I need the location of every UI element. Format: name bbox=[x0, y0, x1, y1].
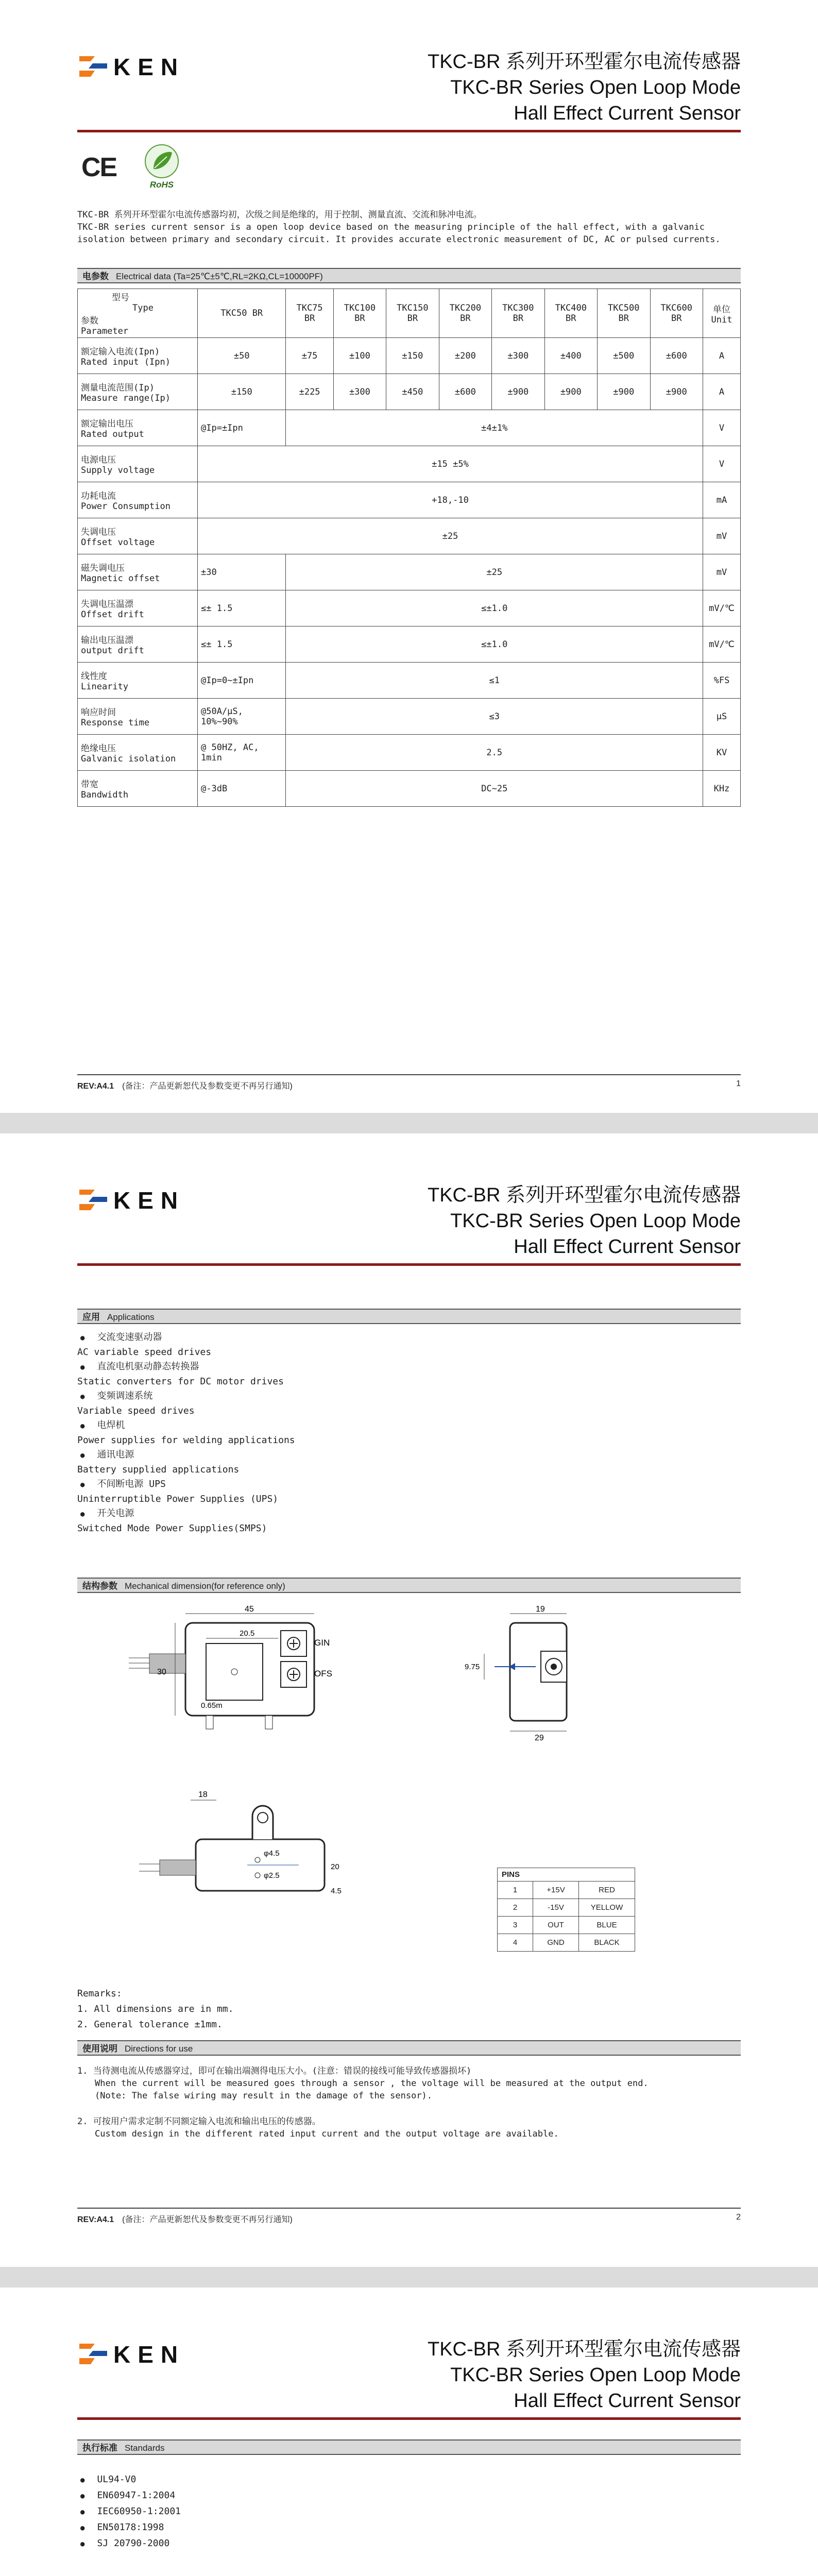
header-en-title-2: Hall Effect Current Sensor bbox=[514, 2390, 741, 2412]
value-cell: ±150 bbox=[198, 374, 286, 410]
pin-number: 3 bbox=[498, 1917, 533, 1934]
parameter-cn: 输出电压温漂 bbox=[81, 635, 133, 646]
dim-19: 19 bbox=[536, 1605, 545, 1614]
section-title-cn: 使用说明 bbox=[82, 2044, 117, 2054]
application-cn: ● 不间断电源 UPS bbox=[77, 1477, 295, 1492]
value-cell: ≤±1.0 bbox=[286, 590, 703, 626]
parameter-cell bbox=[78, 554, 198, 590]
pin-row bbox=[498, 1934, 635, 1952]
page-3 bbox=[0, 2287, 818, 2576]
page-1 bbox=[0, 0, 818, 1113]
unit-cell: V bbox=[703, 410, 741, 446]
header-cn-title: TKC-BR 系列开环型霍尔电流传感器 bbox=[427, 1184, 741, 1206]
application-cn: ● 开关电源 bbox=[77, 1506, 295, 1521]
section-title-cn: 执行标准 bbox=[82, 2443, 117, 2453]
page-number: 1 bbox=[736, 1079, 741, 1088]
table-row bbox=[78, 626, 741, 663]
table-row bbox=[78, 410, 741, 446]
gin-label: GIN bbox=[314, 1638, 330, 1648]
parameter-en: Offset voltage bbox=[81, 537, 155, 548]
value-cell: ±25 bbox=[286, 554, 703, 590]
dim-29: 29 bbox=[535, 1734, 544, 1742]
standards-list bbox=[77, 2472, 181, 2552]
remark-1: 1. All dimensions are in mm. bbox=[77, 2004, 234, 2014]
unit-cell: mV bbox=[703, 518, 741, 554]
section-title-en: Standards bbox=[125, 2443, 165, 2453]
parameter-cell bbox=[78, 338, 198, 374]
type-parameter-cell bbox=[78, 289, 198, 338]
dim-4-5: 4.5 bbox=[331, 1887, 342, 1895]
parameter-cn: 失调电压 bbox=[81, 527, 116, 537]
parameter-en: Power Consumption bbox=[81, 501, 171, 512]
value-cell: ±500 bbox=[598, 338, 650, 374]
side-view-drawing bbox=[464, 1602, 649, 1757]
application-en: Static converters for DC motor drives bbox=[77, 1376, 284, 1387]
direction-1-cn: 1. 当待测电流从传感器穿过，即可在输出端测得电压大小。(注意：错误的接线可能导致传感器损坏) bbox=[77, 2066, 472, 2076]
header-rule bbox=[77, 2417, 741, 2420]
table-row bbox=[78, 554, 741, 590]
model-header: TKC400 BR bbox=[544, 289, 597, 338]
dim-phi-2-5: φ2.5 bbox=[264, 1871, 280, 1880]
ofs-label: OFS bbox=[314, 1669, 332, 1679]
page-gap bbox=[0, 1113, 818, 1133]
pin-color: YELLOW bbox=[579, 1899, 635, 1917]
dim-0-65m: 0.65m bbox=[201, 1701, 223, 1710]
section-title-cn: 应用 bbox=[82, 1312, 100, 1322]
value-cell: ≤3 bbox=[286, 699, 703, 735]
value-cell: ±200 bbox=[439, 338, 491, 374]
type-label-cn: 型号 bbox=[112, 293, 129, 303]
value-cell: ±300 bbox=[492, 338, 544, 374]
parameter-en: Bandwidth bbox=[81, 790, 129, 800]
parameter-en: Supply voltage bbox=[81, 465, 155, 476]
parameter-en: Magnetic offset bbox=[81, 573, 160, 584]
logo-text: KEN bbox=[113, 2341, 185, 2368]
pin-number: 1 bbox=[498, 1882, 533, 1899]
pin-signal: GND bbox=[533, 1934, 579, 1952]
pin-color: BLUE bbox=[579, 1917, 635, 1934]
logo-mark-icon bbox=[77, 1188, 109, 1213]
applications-heading bbox=[77, 1309, 741, 1324]
logo-text: KEN bbox=[113, 54, 185, 80]
page-header bbox=[428, 49, 741, 126]
value-cell: ±50 bbox=[198, 338, 286, 374]
value-cell: ±900 bbox=[544, 374, 597, 410]
section-title-en: Applications bbox=[107, 1312, 155, 1322]
model-header: TKC50 BR bbox=[198, 289, 286, 338]
value-cell: ±600 bbox=[439, 374, 491, 410]
electrical-data-heading bbox=[77, 268, 741, 283]
unit-cell: mA bbox=[703, 482, 741, 518]
parameter-cell bbox=[78, 663, 198, 699]
application-en: Battery supplied applications bbox=[77, 1464, 240, 1475]
ce-mark: CE bbox=[81, 152, 117, 182]
application-cn: ● 直流电机驱动静态转换器 bbox=[77, 1360, 295, 1375]
parameter-cn: 电源电压 bbox=[81, 455, 116, 465]
value-cell: ±450 bbox=[386, 374, 439, 410]
header-en-title-2: Hall Effect Current Sensor bbox=[514, 1236, 741, 1258]
unit-cell: KV bbox=[703, 735, 741, 771]
pin-number: 2 bbox=[498, 1899, 533, 1917]
direction-1-en: When the current will be measured goes through a sensor , the voltage will be measured at the output end. bbox=[95, 2078, 649, 2089]
footer bbox=[77, 2213, 741, 2225]
application-cn: ● 交流变速驱动器 bbox=[77, 1330, 295, 1345]
section-title-cn: 结构参数 bbox=[82, 1581, 117, 1591]
parameter-en: Measure range(Ip) bbox=[81, 393, 171, 403]
standard-item: ● SJ 20790-2000 bbox=[77, 2536, 181, 2552]
footer-rule bbox=[77, 1074, 741, 1075]
value-cell: ±150 bbox=[386, 338, 439, 374]
value-cell: ±4±1% bbox=[286, 410, 703, 446]
value-cell: ±400 bbox=[544, 338, 597, 374]
unit-cell: %FS bbox=[703, 663, 741, 699]
table-row bbox=[78, 482, 741, 518]
parameter-cell bbox=[78, 590, 198, 626]
value-cell: ±225 bbox=[286, 374, 333, 410]
value-cell: ±15 ±5% bbox=[198, 446, 703, 482]
model-header: TKC200 BR bbox=[439, 289, 491, 338]
page-header bbox=[428, 2336, 741, 2414]
value-cell: ±300 bbox=[333, 374, 386, 410]
direction-2-en: Custom design in the different rated input current and the output voltage are available. bbox=[95, 2129, 559, 2139]
parameter-cell bbox=[78, 374, 198, 410]
parameter-cn: 额定输入电流(Ipn) bbox=[81, 347, 160, 357]
dim-20: 20 bbox=[331, 1862, 339, 1871]
dim-phi-4-5: φ4.5 bbox=[264, 1849, 280, 1858]
model-header: TKC500 BR bbox=[598, 289, 650, 338]
model-header: TKC150 BR bbox=[386, 289, 439, 338]
application-cn: ● 电焊机 bbox=[77, 1418, 295, 1433]
pin-signal: +15V bbox=[533, 1882, 579, 1899]
parameter-cn: 线性度 bbox=[81, 671, 107, 682]
table-row bbox=[78, 446, 741, 482]
parameter-cell bbox=[78, 735, 198, 771]
parameter-cell bbox=[78, 482, 198, 518]
standard-item: ● UL94-V0 bbox=[77, 2472, 181, 2488]
parameter-cn: 失调电压温漂 bbox=[81, 599, 133, 609]
param-label-en: Parameter bbox=[81, 326, 129, 336]
parameter-en: Response time bbox=[81, 718, 150, 728]
directions-heading bbox=[77, 2040, 741, 2056]
parameter-cell bbox=[78, 446, 198, 482]
parameter-cn: 绝缘电压 bbox=[81, 743, 116, 754]
condition-cell: ≤± 1.5 bbox=[198, 626, 286, 663]
value-cell: ≤±1.0 bbox=[286, 626, 703, 663]
model-header: TKC300 BR bbox=[492, 289, 544, 338]
footer-note: (备注：产品更新恕代及参数变更不再另行通知) bbox=[122, 1082, 293, 1091]
pin-row bbox=[498, 1917, 635, 1934]
model-header: TKC100 BR bbox=[333, 289, 386, 338]
company-logo bbox=[77, 1188, 185, 1213]
directions bbox=[77, 2065, 741, 2140]
value-cell: ±900 bbox=[650, 374, 703, 410]
application-en: Uninterruptible Power Supplies (UPS) bbox=[77, 1494, 279, 1504]
application-en: AC variable speed drives bbox=[77, 1347, 212, 1358]
header-rule bbox=[77, 130, 741, 132]
page-2 bbox=[0, 1133, 818, 2246]
bottom-view-drawing bbox=[129, 1788, 345, 1922]
unit-cell: μS bbox=[703, 699, 741, 735]
parameter-cn: 额定输出电压 bbox=[81, 419, 133, 429]
dim-30: 30 bbox=[157, 1668, 166, 1676]
header-en-title-1: TKC-BR Series Open Loop Mode bbox=[450, 1210, 741, 1232]
parameter-cn: 功耗电流 bbox=[81, 491, 116, 501]
intro-text bbox=[77, 209, 741, 246]
standard-item: ● EN60947-1:2004 bbox=[77, 2488, 181, 2504]
condition-cell: @Ip=0~±Ipn bbox=[198, 663, 286, 699]
standards-heading bbox=[77, 2439, 741, 2455]
application-en: Variable speed drives bbox=[77, 1405, 195, 1416]
parameter-en: Offset drift bbox=[81, 609, 144, 620]
company-logo bbox=[77, 54, 185, 80]
rohs-text: RoHS bbox=[149, 180, 174, 190]
table-row bbox=[78, 699, 741, 735]
remarks bbox=[77, 1986, 233, 2032]
pin-number: 4 bbox=[498, 1934, 533, 1952]
parameter-en: Rated output bbox=[81, 429, 144, 439]
table-row bbox=[78, 735, 741, 771]
rohs-badge bbox=[143, 143, 180, 190]
table-row bbox=[78, 663, 741, 699]
dim-9-75: 9.75 bbox=[465, 1663, 480, 1671]
application-en: Switched Mode Power Supplies(SMPS) bbox=[77, 1523, 267, 1534]
dim-18: 18 bbox=[198, 1790, 208, 1799]
value-cell: ±900 bbox=[598, 374, 650, 410]
leaf-icon bbox=[143, 143, 180, 179]
model-header: TKC75 BR bbox=[286, 289, 333, 338]
page-number: 2 bbox=[736, 2213, 741, 2222]
value-cell: ±25 bbox=[198, 518, 703, 554]
section-title-cn: 电参数 bbox=[82, 272, 109, 281]
unit-header: 单位 Unit bbox=[703, 289, 741, 338]
pin-row bbox=[498, 1899, 635, 1917]
pins-header: PINS bbox=[498, 1868, 635, 1882]
value-cell: ≤1 bbox=[286, 663, 703, 699]
logo-mark-icon bbox=[77, 2342, 109, 2367]
header-en-title-1: TKC-BR Series Open Loop Mode bbox=[450, 2364, 741, 2386]
application-cn: ● 通讯电源 bbox=[77, 1448, 295, 1463]
pin-table bbox=[497, 1868, 635, 1952]
pin-signal: -15V bbox=[533, 1899, 579, 1917]
page-header bbox=[428, 1182, 741, 1260]
parameter-cell bbox=[78, 518, 198, 554]
pin-signal: OUT bbox=[533, 1917, 579, 1934]
table-row bbox=[78, 374, 741, 410]
value-cell: 2.5 bbox=[286, 735, 703, 771]
header-en-title-1: TKC-BR Series Open Loop Mode bbox=[450, 77, 741, 98]
condition-cell: ±30 bbox=[198, 554, 286, 590]
condition-cell: ≤± 1.5 bbox=[198, 590, 286, 626]
parameter-en: Rated input (Ipn) bbox=[81, 357, 171, 367]
table-row bbox=[78, 518, 741, 554]
dim-20-5: 20.5 bbox=[240, 1629, 255, 1638]
revision: REV:A4.1 bbox=[77, 1082, 114, 1091]
value-cell: ±900 bbox=[492, 374, 544, 410]
unit-cell: V bbox=[703, 446, 741, 482]
header-cn-title: TKC-BR 系列开环型霍尔电流传感器 bbox=[427, 51, 741, 73]
unit-cell: KHz bbox=[703, 771, 741, 807]
front-view-drawing bbox=[129, 1602, 345, 1757]
value-cell: DC~25 bbox=[286, 771, 703, 807]
parameter-cell bbox=[78, 410, 198, 446]
value-cell: ±600 bbox=[650, 338, 703, 374]
header-rule bbox=[77, 1263, 741, 1266]
value-cell: ±100 bbox=[333, 338, 386, 374]
unit-cell: A bbox=[703, 374, 741, 410]
condition-cell: @50A/μS, 10%~90% bbox=[198, 699, 286, 735]
pin-row bbox=[498, 1882, 635, 1899]
pins-grid bbox=[497, 1868, 635, 1952]
intro-cn: TKC-BR 系列开环型霍尔电流传感器均初，次级之间是绝缘的，用于控制、测量直流、交流和脉冲电流。 bbox=[77, 210, 482, 220]
application-cn: ● 变频调速系统 bbox=[77, 1389, 295, 1404]
unit-cell: mV bbox=[703, 554, 741, 590]
value-cell: +18,-10 bbox=[198, 482, 703, 518]
table-header-row bbox=[78, 289, 741, 338]
revision: REV:A4.1 bbox=[77, 2215, 114, 2224]
dim-45: 45 bbox=[245, 1605, 254, 1614]
value-cell: ±75 bbox=[286, 338, 333, 374]
parameter-cn: 响应时间 bbox=[81, 707, 116, 718]
condition-cell: @-3dB bbox=[198, 771, 286, 807]
section-title-en: Mechanical dimension(for reference only) bbox=[125, 1581, 285, 1591]
company-logo bbox=[77, 2342, 185, 2367]
condition-cell: @ 50HZ, AC, 1min bbox=[198, 735, 286, 771]
page-gap bbox=[0, 2267, 818, 2287]
parameter-cn: 测量电流范围(Ip) bbox=[81, 383, 155, 393]
section-title-en: Electrical data (Ta=25℃±5℃,RL=2KΩ,CL=10000PF) bbox=[116, 272, 323, 281]
intro-en: TKC-BR series current sensor is a open loop device based on the measuring principle of the hall effect, with a galvanic isolation between primary and secondary circuit. It provides accurate electronic measurement of DC, AC or pulsed currents. bbox=[77, 222, 721, 245]
footer bbox=[77, 1079, 741, 1091]
logo-mark-icon bbox=[77, 54, 109, 80]
parameter-en: output drift bbox=[81, 646, 144, 656]
unit-cell: mV/℃ bbox=[703, 626, 741, 663]
table-row bbox=[78, 590, 741, 626]
parameter-cell bbox=[78, 626, 198, 663]
table-row bbox=[78, 771, 741, 807]
direction-1-note: (Note: The false wiring may result in the damage of the sensor). bbox=[95, 2091, 433, 2101]
parameter-cn: 磁失调电压 bbox=[81, 563, 125, 573]
unit-cell: mV/℃ bbox=[703, 590, 741, 626]
param-label-cn: 参数 bbox=[81, 316, 98, 326]
standard-item: ● IEC60950-1:2001 bbox=[77, 2504, 181, 2520]
unit-cell: A bbox=[703, 338, 741, 374]
mechanical-heading bbox=[77, 1578, 741, 1593]
header-cn-title: TKC-BR 系列开环型霍尔电流传感器 bbox=[427, 2338, 741, 2360]
pin-color: BLACK bbox=[579, 1934, 635, 1952]
application-en: Power supplies for welding applications bbox=[77, 1435, 295, 1446]
pin-color: RED bbox=[579, 1882, 635, 1899]
parameter-en: Galvanic isolation bbox=[81, 754, 176, 764]
parameter-cell bbox=[78, 699, 198, 735]
standard-item: ● EN50178:1998 bbox=[77, 2520, 181, 2536]
type-label-en: Type bbox=[132, 303, 154, 313]
parameter-cn: 带宽 bbox=[81, 779, 98, 790]
direction-2-cn: 2. 可按用户需求定制不同额定输入电流和输出电压的传感器。 bbox=[77, 2116, 321, 2127]
logo-text: KEN bbox=[113, 1187, 185, 1214]
condition-cell: @Ip=±Ipn bbox=[198, 410, 286, 446]
remark-2: 2. General tolerance ±1mm. bbox=[77, 2019, 223, 2030]
applications-list bbox=[77, 1330, 295, 1536]
parameter-cell bbox=[78, 771, 198, 807]
table-row bbox=[78, 338, 741, 374]
model-header: TKC600 BR bbox=[650, 289, 703, 338]
parameter-en: Linearity bbox=[81, 682, 129, 692]
remarks-title: Remarks: bbox=[77, 1988, 122, 1999]
footer-rule bbox=[77, 2208, 741, 2209]
electrical-data-table bbox=[77, 289, 741, 807]
header-en-title-2: Hall Effect Current Sensor bbox=[514, 103, 741, 124]
section-title-en: Directions for use bbox=[125, 2044, 193, 2054]
footer-note: (备注：产品更新恕代及参数变更不再另行通知) bbox=[122, 2215, 293, 2224]
